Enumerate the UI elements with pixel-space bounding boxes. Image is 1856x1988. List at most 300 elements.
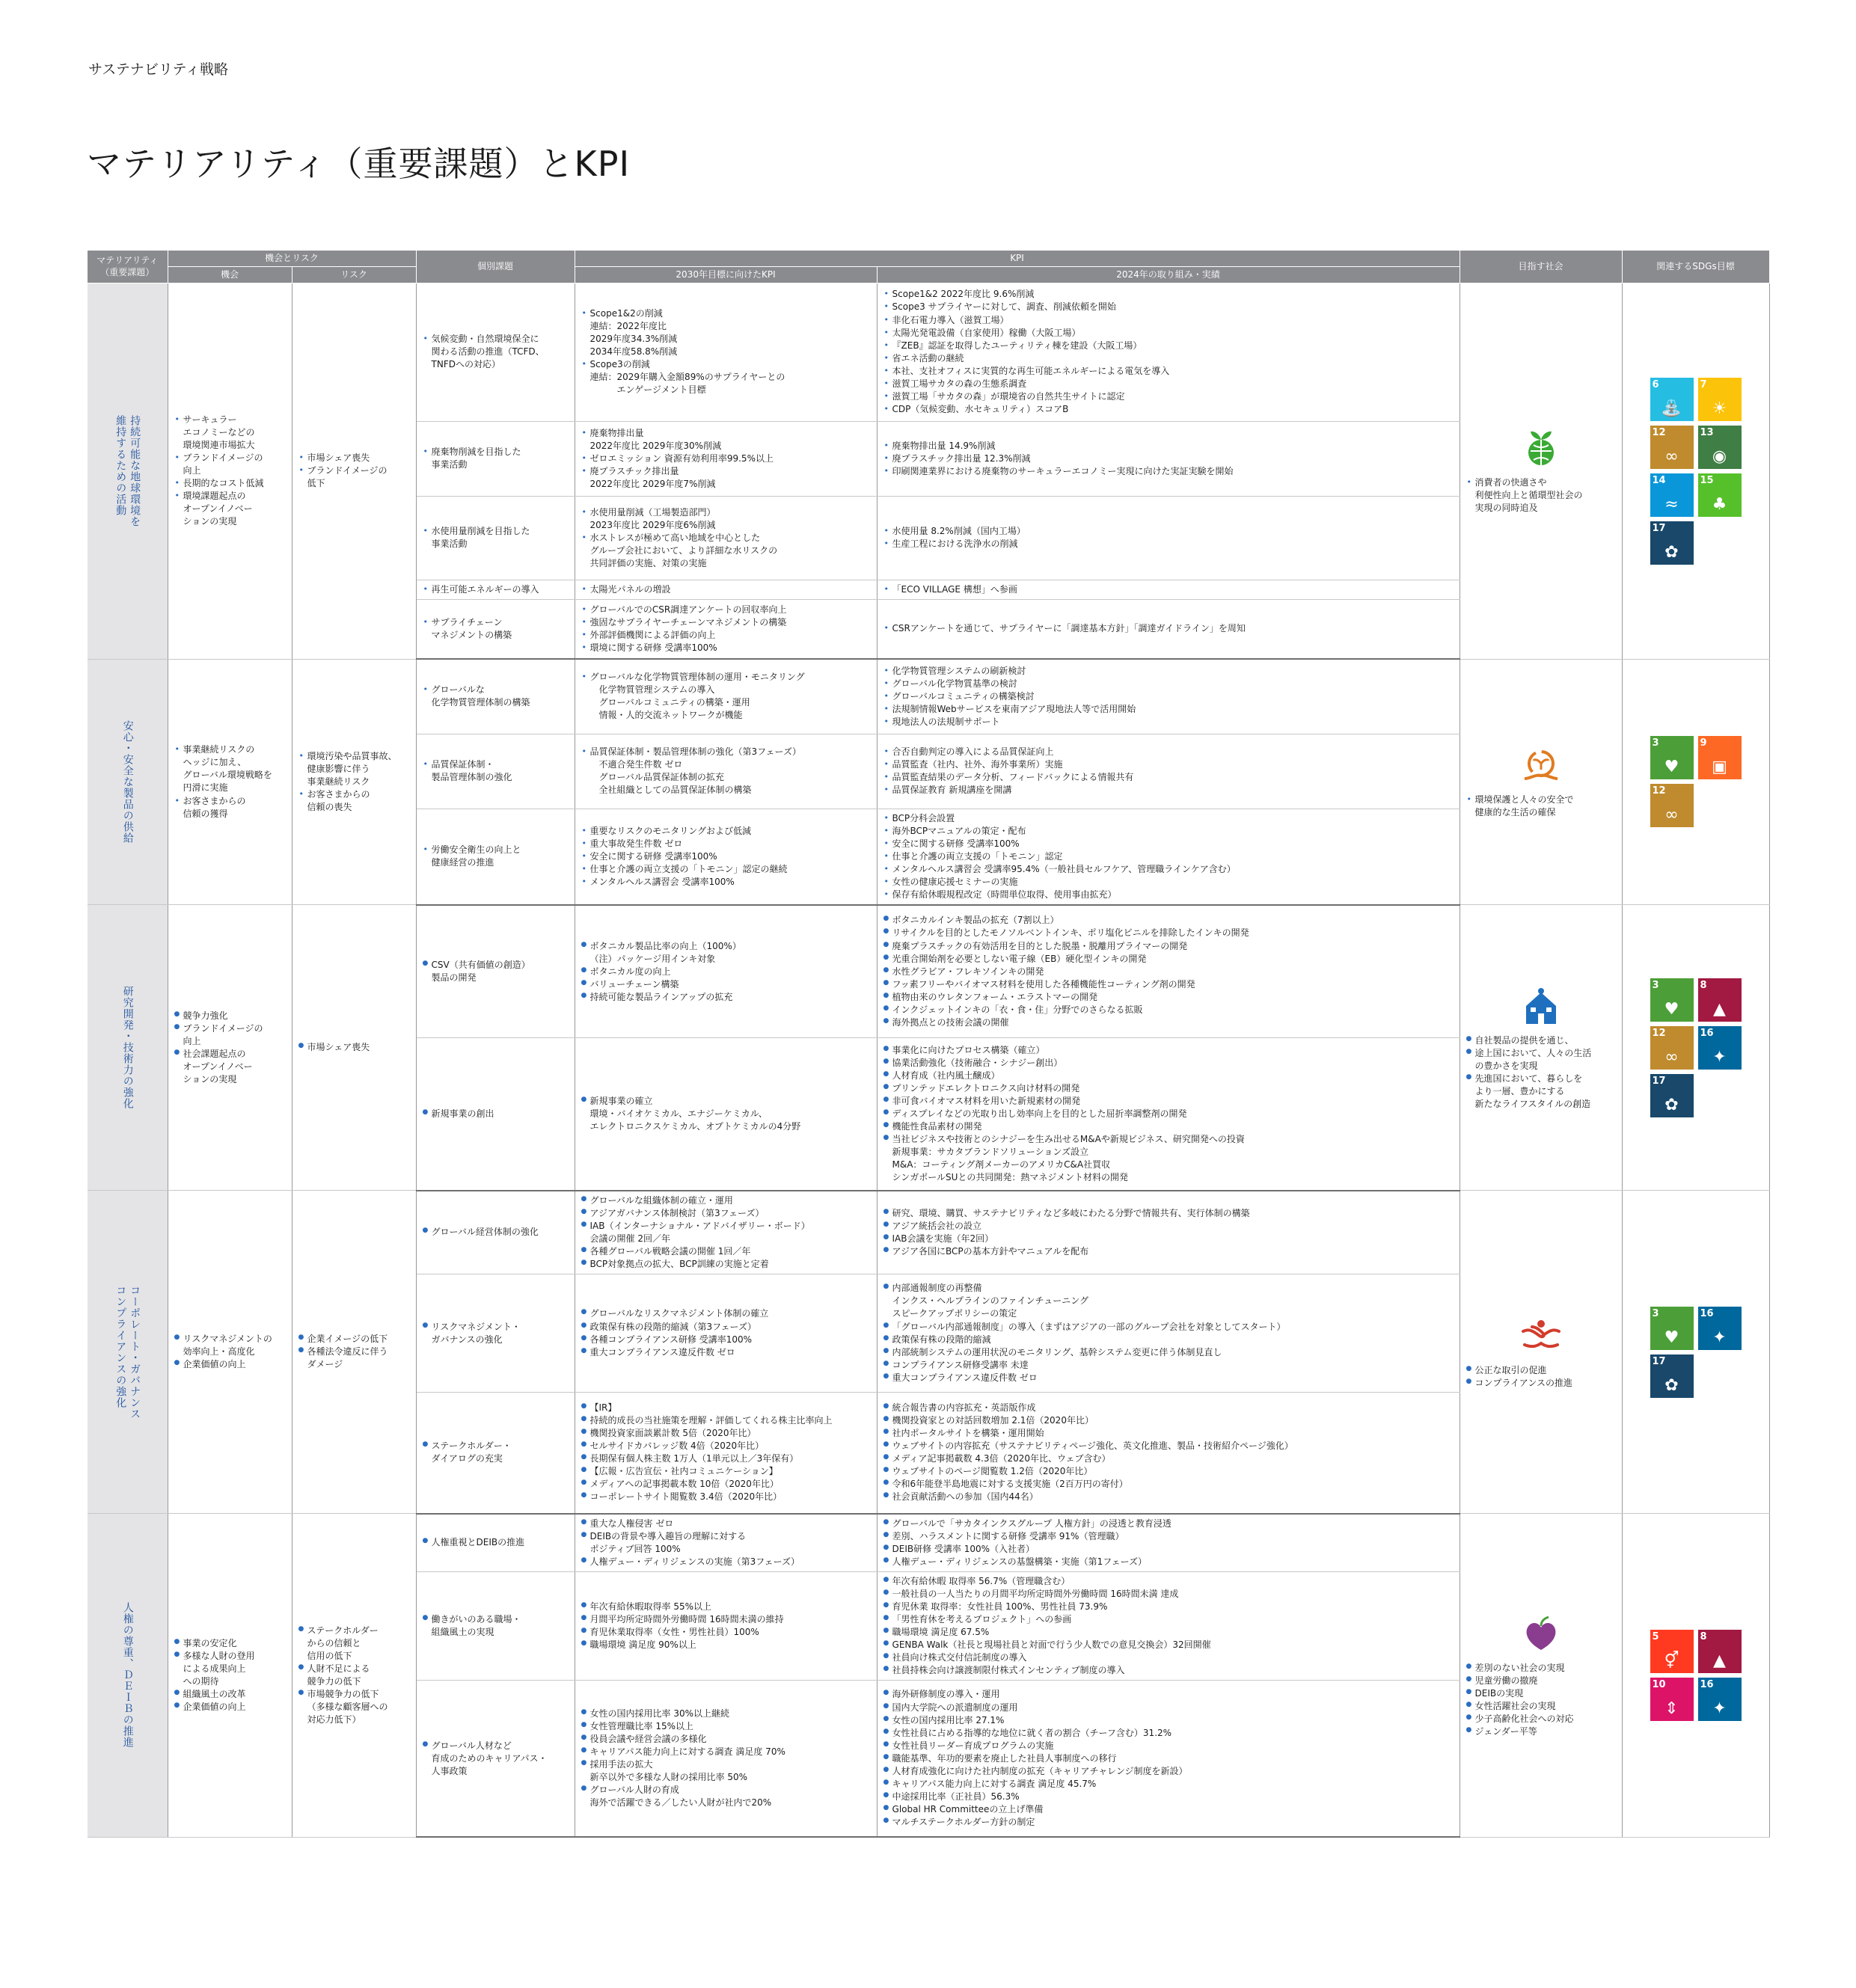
kpi-2030-cell [575,1393,877,1514]
sdgs-cell [1622,905,1769,1191]
list-item: ● 自社製品の提供を通じ、 [1466,1034,1616,1047]
sdg-glyph: ▲ [1713,1651,1726,1670]
opportunity-cell [168,659,292,905]
issue-label [423,1108,569,1120]
list-item: ● 【IR】 [581,1402,871,1414]
list-item: ● IAB会議を実施（年2回） [883,1233,1454,1245]
kpi-2024-cell [877,283,1460,421]
table-row [88,905,1769,1038]
kpi-2030-list [581,1307,871,1358]
header-materiality: マテリアリティ （重要課題） [88,251,168,283]
list-item: ● 機関投資家面談累計数 5倍（2020年比） [581,1427,871,1440]
list-item: • 水ストレスが極めて高い地域を中心とした グループ会社において、より詳細な水リスクの 共同評価の実施、対策の実施 [581,532,871,570]
opportunity-cell [168,1191,292,1514]
list-item: • Scope1&2 2022年度比 9.6%削減 [883,288,1454,301]
sdg-goal-17-icon [1650,1355,1694,1398]
list-item: ● 市場シェア喪失 [298,1041,410,1054]
list-item: • グローバル化学物質基準の検討 [883,678,1454,690]
list-item: ● 企業イメージの低下 [298,1333,410,1346]
list-item: • グローバルな化学物質管理体制の運用・モニタリング 化学物質管理システムの導入 グローバルコミュニティの構築・運用 情報・人的交流ネットワークが機能 [581,671,871,722]
sdg-goal-5-icon [1650,1630,1694,1673]
sdg-glyph: ♥ [1664,758,1679,777]
opportunity-list [174,743,286,820]
list-item: • 滋賀工場「サカタの森」が環境省の自然共生サイトに認定 [883,390,1454,403]
table-row [88,659,1769,734]
society-cell [1460,905,1622,1191]
list-item: ● 女性活躍社会の実現 [1466,1700,1616,1713]
kpi-2030-cell [575,496,877,580]
sdg-glyph: ✦ [1712,1699,1727,1718]
issue-label [423,333,569,371]
list-item: ● ステークホルダー・ ダイアログの充実 [423,1440,569,1465]
list-item: • ゼロエミッション 資源有効利用率99.5%以上 [581,452,871,465]
kpi-2030-cell [575,659,877,734]
society-list [1466,476,1616,515]
list-item: • グローバルな 化学物質管理体制の構築 [423,684,569,709]
sdg-number: 12 [1652,785,1666,797]
kpi-2030-list [581,671,871,722]
list-item: ● 採用手法の拡大 新卒以外で多様な人財の採用比率 50% [581,1758,871,1784]
header-opp-risk: 機会とリスク [168,251,416,266]
list-item: ● 女性の国内採用比率 30%以上継続 [581,1708,871,1720]
list-item: ● 月間平均所定時間外労働時間 16時間未満の維持 [581,1613,871,1626]
handshake-icon [1520,1315,1562,1357]
list-item: ● グローバルなリスクマネジメント体制の確立 [581,1307,871,1320]
issue-label [423,684,569,709]
list-item: ● 協業活動強化（技術融合・シナジー創出） [883,1057,1454,1070]
header-issue: 個別課題 [416,251,575,283]
kpi-2024-cell [877,1514,1460,1572]
list-item: • 環境保護と人々の安全で 健康的な生活の確保 [1466,794,1616,819]
issue-label [423,758,569,784]
list-item: ● 各種法令違反に伴う ダメージ [298,1346,410,1371]
risk-cell [292,1191,416,1514]
kpi-2024-cell [877,1393,1460,1514]
sdg-number: 8 [1700,979,1707,991]
kpi-2030-cell [575,283,877,421]
sdg-goal-10-icon [1650,1678,1694,1721]
kpi-2030-list [581,746,871,797]
list-item: ● リスクマネジメントの 効率向上・高度化 [174,1333,286,1358]
sdg-glyph: ♣ [1712,494,1727,514]
list-item: ● 役員会議や経営会議の多様化 [581,1733,871,1746]
list-item: ● BCP対象拠点の拡大、BCP訓練の実施と定着 [581,1258,871,1271]
kpi-2024-cell [877,659,1460,734]
list-item: • 省エネ活動の継続 [883,352,1454,365]
kpi-2024-list [883,665,1454,728]
globe-sprout-icon [1520,427,1562,469]
kpi-2024-cell [877,580,1460,599]
sdg-icon-grid [1629,736,1763,827]
table-row [88,1514,1769,1572]
list-item: ● 育児休業取得率（女性・男性社員）100% [581,1626,871,1639]
kpi-2030-list [581,940,871,1004]
opportunity-list [174,1333,286,1371]
sdg-goal-3-icon [1650,736,1694,779]
sdg-number: 7 [1700,378,1707,390]
list-item: • 外部評価機関による評価の向上 [581,629,871,642]
kpi-2030-cell [575,1514,877,1572]
issue-label [423,1613,569,1639]
sdg-glyph: ⛲ [1661,399,1682,418]
list-item: • 化学物質管理システムの刷新検討 [883,665,1454,678]
sdg-glyph: ▣ [1712,758,1727,777]
sdg-goal-12-icon [1650,784,1694,827]
list-item: ● 多様な人財の登用 による成果向上 への期待 [174,1650,286,1688]
kpi-2024-list [883,1044,1454,1184]
kpi-2024-cell [877,1038,1460,1191]
list-item: • 水使用量削減（工場製造部門） 2023年度比 2029年度6%削減 [581,506,871,532]
list-item: ● ボタニカルインキ製品の拡充（7割以上） [883,914,1454,927]
issue-label [423,1440,569,1465]
list-item: ● 人材育成（社内風土醸成） [883,1070,1454,1082]
list-item: • CDP（気候変動、水セキュリティ）スコアB [883,403,1454,416]
kpi-2030-list [581,825,871,889]
list-item: • 廃棄物削減を目指した 事業活動 [423,446,569,471]
kpi-2024-list [883,1402,1454,1503]
sdg-goal-15-icon [1698,473,1742,517]
issue-label [423,525,569,550]
sdg-glyph: ≈ [1664,494,1679,514]
materiality-cell [88,283,168,659]
list-item: ● 女性社員に占める指導的な地位に就く者の割合（チーフ含む）31.2% [883,1727,1454,1740]
issue-cell [416,421,575,496]
list-item: ● コーポレートサイト閲覧数 3.4倍（2020年比） [581,1491,871,1503]
list-item: ● 社内ポータルサイトを構築・運用開始 [883,1427,1454,1440]
materiality-label: 安心・安全な製品の供給 [121,720,134,844]
issue-cell [416,734,575,809]
list-item: • ブランドイメージの 低下 [298,464,410,490]
sdg-glyph: ✦ [1712,1047,1727,1067]
house-icon [1520,985,1562,1027]
list-item: • ブランドイメージの 向上 [174,452,286,477]
sdg-goal-9-icon [1698,736,1742,779]
list-item: ● 企業価値の向上 [174,1701,286,1714]
sdg-number: 13 [1700,426,1714,438]
list-item: ● フッ素フリーやバイオマス材料を使用した各種機能性コーティング剤の開発 [883,978,1454,991]
list-item: ● 職場環境 満足度 67.5% [883,1626,1454,1639]
kpi-2030-cell [575,734,877,809]
kpi-2024-list [883,746,1454,797]
sdg-number: 6 [1652,378,1659,390]
materiality-cell [88,1191,168,1514]
list-item: ● 水性グラビア・フレキソインキの開発 [883,966,1454,978]
list-item: ● 政策保有株の段階的縮減（第3フェーズ） [581,1321,871,1334]
list-item: ● 人権デュー・ディリジェンスの基盤構築・実施（第1フェーズ） [883,1556,1454,1568]
sdg-goal-16-icon [1698,1678,1742,1721]
list-item: ● 人財不足による 競争力の低下 [298,1663,410,1688]
list-item: • 現地法人の法規制サポート [883,716,1454,728]
kpi-2024-list [883,440,1454,478]
sdg-number: 3 [1652,737,1659,749]
sdg-number: 3 [1652,979,1659,991]
list-item: • 廃棄物排出量 2022年度比 2029年度30%削減 [581,427,871,452]
list-item: ● 持続的成長の当社施策を理解・評価してくれる株主比率向上 [581,1414,871,1427]
list-item: ● メディア記事掲載数 4.3倍（2020年比、ウェブ含む） [883,1452,1454,1465]
list-item: ● 差別、ハラスメントに関する研修 受講率 91%（管理職） [883,1530,1454,1543]
list-item: • 品質保証教育 新規講座を開講 [883,784,1454,797]
list-item: • 重要なリスクのモニタリングおよび低減 [581,825,871,838]
kpi-2030-list [581,604,871,654]
kpi-2030-cell [575,809,877,905]
table-row [88,283,1769,421]
sdg-glyph: ∞ [1664,1047,1679,1067]
issue-label [423,1740,569,1778]
heart-fruit-icon [1520,1613,1562,1654]
kpi-2024-list [883,288,1454,415]
kpi-2030-list [581,1402,871,1503]
header-sdgs: 関連するSDGs目標 [1622,251,1769,283]
list-item: ● マルチステークホルダー方針の制定 [883,1816,1454,1829]
list-item: ● 【広報・広告宣伝・社内コミュニケーション】 [581,1465,871,1478]
list-item: ● 「グローバル内部通報制度」の導入（まずはアジアの一部のグループ会社を対象としてスタート） [883,1321,1454,1334]
list-item: • 長期的なコスト低減 [174,477,286,490]
list-item: ● 働きがいのある職場・ 組織風土の実現 [423,1613,569,1639]
kpi-2024-list [883,583,1454,596]
list-item: • 気候変動・自然環境保全に 関わる活動の推進（TCFD、 TNFDへの対応） [423,333,569,371]
list-item: ● 途上国において、人々の生活 の豊かさを実現 [1466,1047,1616,1073]
list-item: ● 機関投資家との対話回数増加 2.1倍（2020年比） [883,1414,1454,1427]
issue-cell [416,599,575,659]
list-item: • 非化石電力導入（滋賀工場） [883,314,1454,327]
sdg-number: 3 [1652,1307,1659,1319]
kpi-2024-list [883,914,1454,1028]
list-item: ● 機能性食品素材の開発 [883,1120,1454,1133]
sdg-goal-7-icon [1698,378,1742,421]
sdg-number: 8 [1700,1630,1707,1642]
kpi-2030-cell [575,1038,877,1191]
list-item: ● ブランドイメージの 向上 [174,1022,286,1048]
materiality-cell [88,905,168,1191]
society-list [1466,1662,1616,1738]
list-item: ● 持続可能な製品ラインアップの拡充 [581,991,871,1004]
list-item: ● 重大コンプライアンス違反件数 ゼロ [581,1346,871,1359]
sdgs-cell [1622,1191,1769,1514]
list-item: ● DEIB研修 受講率 100%（入社者） [883,1543,1454,1556]
list-item: ● リサイクルを目的としたモノソルベントインキ、ポリ塩化ビニルを排除したインキの開発 [883,927,1454,939]
risk-cell [292,905,416,1191]
society-cell [1460,283,1622,659]
issue-cell [416,1038,575,1191]
issue-cell [416,659,575,734]
issue-cell [416,1514,575,1572]
list-item: • 「ECO VILLAGE 構想」へ参画 [883,583,1454,596]
list-item: • 安全に関する研修 受講率100% [883,838,1454,850]
society-cell [1460,1514,1622,1838]
list-item: ● 社会課題起点の オープンイノベー ションの実現 [174,1048,286,1086]
list-item: • 市場シェア喪失 [298,452,410,464]
kpi-2030-list [581,1708,871,1809]
list-item: • メンタルヘルス講習会 受講率100% [581,876,871,889]
list-item: • 太陽光発電設備（自家使用）稼働（大阪工場） [883,327,1454,340]
list-item: • メンタルヘルス講習会 受講率95.4%（一般社員セルフケア、管理職ラインケア含む） [883,863,1454,876]
sdg-number: 15 [1700,474,1714,486]
risk-cell [292,1514,416,1838]
list-item: • グローバルコミュニティの構築検討 [883,690,1454,703]
list-item: • 海外BCPマニュアルの策定・配布 [883,825,1454,838]
list-item: ● 児童労働の撤廃 [1466,1675,1616,1687]
issue-label [423,959,569,984]
list-item: • 生産工程における洗浄水の削減 [883,538,1454,550]
list-item: ● ウェブサイトのページ閲覧数 1.2倍（2020年比） [883,1465,1454,1478]
issue-cell [416,1191,575,1274]
list-item: • お客さまからの 信頼の喪失 [298,788,410,814]
list-item: • サーキュラー エコノミーなどの 環境関連市場拡大 [174,414,286,452]
list-item: ● 当社ビジネスや技術とのシナジーを生み出せるM&Aや新規ビジネス、研究開発への投資 新規事業：サカタブランドソリューションズ設立 M&A：コーティング剤メーカーのアメリカC&A社買収 シンガポールSUとの共同開発：熱マネジメント材料の開発 [883,1133,1454,1184]
materiality-label: 人権の尊重、ＤＥＩＢの推進 [121,1602,134,1749]
kpi-2024-cell [877,599,1460,659]
society-cell [1460,1191,1622,1514]
list-item: ● コンプライアンス研修受講率 未達 [883,1359,1454,1372]
list-item: • Scope1&2の削減 連結：2022年度比 2029年度34.3%削減 2034年度58.8%削減 [581,307,871,358]
list-item: ● 社会貢献活動への参加（国内44名） [883,1491,1454,1503]
issue-cell [416,1393,575,1514]
list-item: ● グローバル経営体制の強化 [423,1226,569,1239]
list-item: • 本社、支社オフィスに実質的な再生可能エネルギーによる電気を導入 [883,365,1454,378]
list-item: ● 社員持株会向け譲渡制限付株式インセンティブ制度の導入 [883,1664,1454,1677]
society-list [1466,794,1616,819]
sdg-number: 16 [1700,1678,1714,1690]
list-item: ● 長期保有個人株主数 1万人（1単元以上／3年保有） [581,1452,871,1465]
kpi-2024-list [883,1688,1454,1828]
issue-cell [416,580,575,599]
list-item: ● セルサイドカバレッジ数 4倍（2020年比） [581,1440,871,1452]
list-item: • BCP分科会設置 [883,812,1454,825]
sdg-number: 14 [1652,474,1666,486]
list-item: ● リスクマネジメント・ ガバナンスの強化 [423,1321,569,1346]
list-item: ● 市場競争力の低下 （多様な顧客層への 対応力低下） [298,1688,410,1726]
list-item: • 法規制情報Webサービスを東南アジア現地法人等で活用開始 [883,703,1454,716]
kpi-2030-list [581,583,871,596]
kpi-2024-cell [877,1680,1460,1837]
header-society: 目指す社会 [1460,251,1622,283]
kpi-2024-list [883,525,1454,550]
list-item: • 環境に関する研修 受講率100% [581,642,871,654]
list-item: ● キャリアパス能力向上に対する調査 満足度 45.7% [883,1778,1454,1791]
list-item: ● バリューチェーン構築 [581,978,871,991]
kpi-2030-list [581,1194,871,1271]
section-label: サステナビリティ戦略 [88,61,228,78]
kpi-2024-list [883,622,1454,635]
kpi-2030-cell [575,1191,877,1274]
list-item: ● 各種コンプライアンス研修 受講率100% [581,1334,871,1346]
kpi-2024-list [883,1575,1454,1677]
list-item: ● 内部統制システムの運用状況のモニタリング、基幹システム変更に伴う体制見直し [883,1346,1454,1359]
kpi-2024-cell [877,905,1460,1038]
materiality-label: 研究開発・技術力の強化 [121,986,134,1110]
list-item: ● グローバルな組織体制の確立・運用 [581,1194,871,1207]
sdg-glyph: ⚥ [1664,1651,1679,1670]
list-item: • 女性の健康応援セミナーの実施 [883,876,1454,889]
list-item: ● 差別のない社会の実現 [1466,1662,1616,1675]
list-item: ● 事業化に向けたプロセス構築（確立） [883,1044,1454,1057]
list-item: • 環境課題起点の オープンイノベー ションの実現 [174,490,286,528]
header-kpi: KPI [575,251,1460,266]
list-item: ● DEIBの実現 [1466,1687,1616,1700]
list-item: • 保存有給休暇規程改定（時間単位取得、使用事由拡充） [883,889,1454,901]
list-item: ● 競争力強化 [174,1010,286,1022]
list-item: • 水使用量削減を目指した 事業活動 [423,525,569,550]
sdg-number: 12 [1652,1027,1666,1039]
list-item: • CSRアンケートを通じて、サプライヤーに「調達基本方針」「調達ガイドライン」を周知 [883,622,1454,635]
issue-label [423,583,569,596]
list-item: ● 女性社員リーダー育成プログラムの実施 [883,1740,1454,1752]
kpi-2030-cell [575,1571,877,1680]
opportunity-list [174,1010,286,1086]
sdg-goal-14-icon [1650,473,1694,517]
kpi-2024-list [883,812,1454,901]
list-item: ● IAB（インターナショナル・アドバイザリー・ボード） 会議の開催 2回／年 [581,1220,871,1245]
sdg-goal-12-icon [1650,1026,1694,1070]
kpi-2030-list [581,506,871,570]
sdg-number: 16 [1700,1307,1714,1319]
materiality-label: 持続可能な地球環境を 維持するための活動 [114,414,141,527]
list-item: ● 先進国において、暮らしを より一層、豊かにする 新たなライフスタイルの創造 [1466,1073,1616,1111]
table-body [88,283,1769,1837]
sdg-goal-16-icon [1698,1026,1742,1070]
list-item: ● ウェブサイトの内容拡充（サステナビリティページ強化、英文化推進、製品・技術紹介ページ強化） [883,1440,1454,1452]
list-item: ● ボタニカル製品比率の向上（100%） （注）パッケージ用インキ対象 [581,940,871,966]
list-item: • お客さまからの 信頼の獲得 [174,795,286,820]
list-item: • 労働安全衛生の向上と 健康経営の推進 [423,844,569,869]
list-item: ● インクジェットインキの「衣・食・住」分野でのさらなる拡販 [883,1004,1454,1016]
list-item: ● DEIBの背景や導入趣旨の理解に対する ポジティブ回答 100% [581,1530,871,1556]
list-item: ● 人権デュー・ディリジェンスの実施（第3フェーズ） [581,1556,871,1568]
sdg-number: 17 [1652,1355,1666,1367]
materiality-kpi-table [88,251,1770,1838]
list-item: ● 中途採用比率（正社員）56.3% [883,1791,1454,1803]
kpi-2024-list [883,1207,1454,1258]
sdg-goal-3-icon [1650,1307,1694,1350]
list-item: • 品質監査（社内、社外、海外事業所）実施 [883,758,1454,771]
header-kpi-2024: 2024年の取り組み・実績 [877,266,1460,283]
sdg-number: 17 [1652,522,1666,534]
list-item: ● 重大コンプライアンス違反件数 ゼロ [883,1372,1454,1384]
kpi-2024-cell [877,1571,1460,1680]
issue-cell [416,1571,575,1680]
list-item: • 廃プラスチック排出量 2022年度比 2029年度7%削減 [581,465,871,491]
sdg-goal-16-icon [1698,1307,1742,1350]
sdg-goal-17-icon [1650,1074,1694,1117]
list-item: ● 重大な人権侵害 ゼロ [581,1518,871,1530]
header-kpi-2030: 2030年目標に向けたKPI [575,266,877,283]
issue-label [423,844,569,869]
sdg-glyph: ∞ [1664,806,1679,825]
sdg-number: 17 [1652,1075,1666,1087]
list-item: ● アジア各国にBCPの基本方針やマニュアルを配布 [883,1245,1454,1258]
kpi-2024-cell [877,1274,1460,1393]
list-item: • 事業継続リスクの ヘッジに加え、 グローバル環境戦略を 円滑に実施 [174,743,286,794]
risk-list [298,750,410,814]
sdg-glyph: ♥ [1664,999,1679,1019]
kpi-2024-cell [877,1191,1460,1274]
list-item: • 太陽光パネルの増設 [581,583,871,596]
list-item: ● Global HR Committeeの立上げ準備 [883,1803,1454,1816]
list-item: • サプライチェーン マネジメントの構築 [423,616,569,642]
list-item: ● 光重合開始剤を必要としない電子線（EB）硬化型インキの開発 [883,953,1454,966]
risk-list [298,1041,410,1054]
issue-cell [416,809,575,905]
kpi-2030-list [581,1095,871,1133]
list-item: ● 各種グローバル戦略会議の開催 1回／年 [581,1245,871,1258]
sdg-glyph: ✦ [1712,1328,1727,1347]
list-item: • 環境汚染や品質事故、 健康影響に伴う 事業継続リスク [298,750,410,788]
opportunity-cell [168,905,292,1191]
list-item: • 重大事故発生件数 ゼロ [581,838,871,850]
list-item: ● 育児休業 取得率：女性社員 100%、男性社員 73.9% [883,1601,1454,1613]
list-item: • グローバルでのCSR調達アンケートの回収率向上 [581,604,871,616]
list-item: ● 植物由来のウレタンフォーム・エラストマーの開発 [883,991,1454,1004]
